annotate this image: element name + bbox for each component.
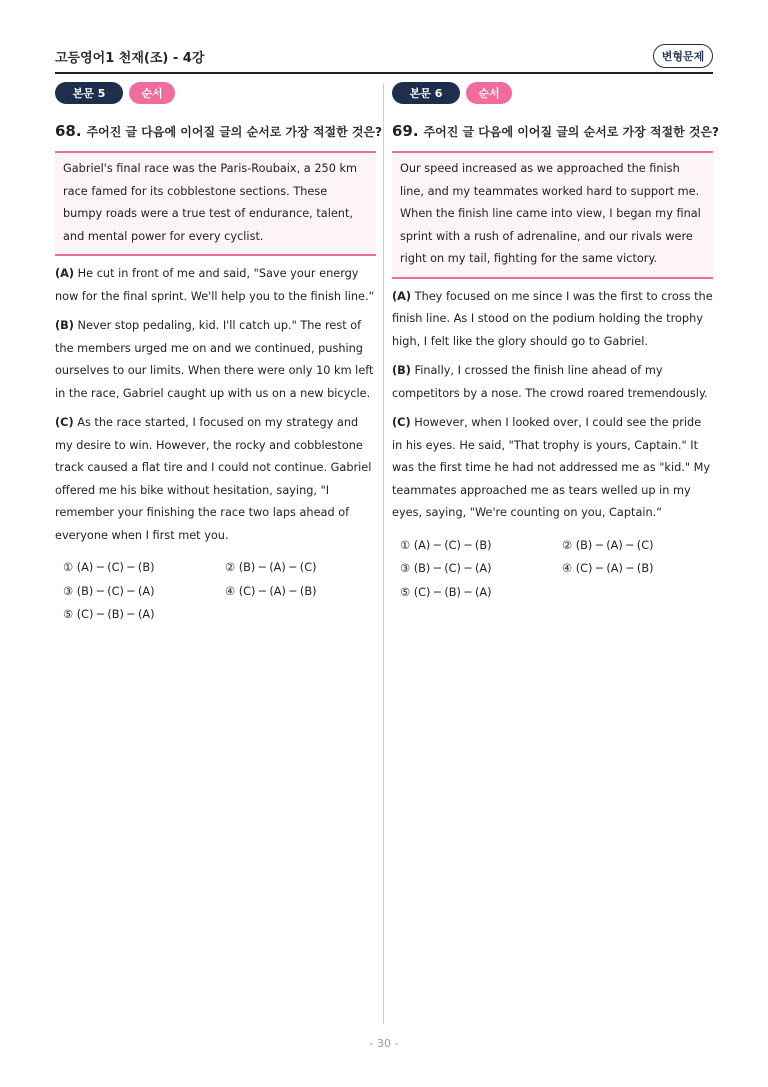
paragraph-text: As the race started, I focused on my strategy and my desire to win. However, the rocky and cobblestone track caused a flat tire and I could not continue. Gabriel offered me his bike without hesitation, saying, "I remember your finishing the race two laps ahead of everyone when I first met you. (55, 416, 372, 542)
option-2[interactable]: ② (B) ─ (A) ─ (C) (225, 561, 317, 574)
paragraph-c (392, 412, 713, 525)
paragraph-c (55, 412, 376, 547)
header-divider (55, 72, 713, 74)
option-5[interactable]: ⑤ (C) ─ (B) ─ (A) (400, 585, 492, 599)
paragraph-text: Finally, I crossed the finish line ahead of my competitors by a nose. The crowd roared tremendously. (392, 364, 708, 400)
section-tag: 본문 5 (55, 82, 123, 104)
option-1[interactable]: ① (A) ─ (C) ─ (B) (400, 538, 492, 552)
section-tag: 본문 6 (392, 82, 460, 104)
question-prompt: 주어진 글 다음에 이어질 글의 순서로 가장 적절한 것은? (423, 125, 719, 139)
paragraph-label: (A) (55, 267, 75, 280)
paragraph-label: (C) (55, 416, 74, 429)
question-68 (55, 82, 382, 627)
option-4[interactable]: ④ (C) ─ (A) ─ (B) (225, 584, 317, 598)
question-number: 68. (55, 122, 82, 140)
option-1[interactable]: ① (A) ─ (C) ─ (B) (63, 561, 155, 574)
option-3[interactable]: ③ (B) ─ (C) ─ (A) (63, 584, 155, 598)
paragraph-text: However, when I looked over, I could see the pride in his eyes. He said, "That trophy is yours, Captain." It was the first time he had not addressed me as "kid." My teammates approached me as tears welled up in my eyes, saying, "We're counting on you, Captain.“ (392, 416, 711, 519)
question-69 (392, 82, 719, 604)
question-tags (392, 82, 713, 104)
given-passage: Our speed increased as we approached the finish line, and my teammates worked hard to support me. When the finish line came into view, I began my final sprint with a rush of adrenaline, and our rivals were right on my tail, fighting for the same victory. (392, 151, 713, 279)
question-tags (55, 82, 376, 104)
paragraph-text: He cut in front of me and said, "Save your energy now for the final sprint. We'll help you to the finish line.“ (55, 267, 375, 303)
question-prompt: 주어진 글 다음에 이어질 글의 순서로 가장 적절한 것은? (86, 125, 382, 139)
header-badge: 변형문제 (653, 44, 713, 68)
paragraph-label: (C) (392, 416, 411, 429)
paragraph-label: (B) (392, 364, 411, 377)
type-tag: 순서 (466, 82, 512, 104)
answer-options (392, 535, 713, 605)
given-passage: Gabriel's final race was the Paris-Roubaix, a 250 km race famed for its cobblestone sections. These bumpy roads were a true test of endurance, talent, and mental power for every cyclist. (55, 151, 376, 256)
paragraph-b (392, 360, 713, 405)
paragraph-label: (A) (392, 289, 412, 303)
option-2[interactable]: ② (B) ─ (A) ─ (C) (562, 538, 654, 552)
question-title (55, 122, 382, 141)
option-5[interactable]: ⑤ (C) ─ (B) ─ (A) (63, 608, 155, 621)
paragraph-label: (B) (55, 319, 74, 332)
page-header-title: 고등영어1 천재(조) - 4강 (55, 51, 205, 66)
question-title (392, 122, 719, 141)
answer-options (55, 557, 376, 627)
column-divider (383, 84, 384, 1024)
paragraph-a (55, 263, 376, 308)
question-number: 69. (392, 122, 419, 140)
option-3[interactable]: ③ (B) ─ (C) ─ (A) (400, 562, 492, 575)
paragraph-text: They focused on me since I was the first to cross the finish line. As I stood on the podium holding the trophy high, I felt like the glory should go to Gabriel. (392, 289, 713, 348)
paragraph-b (55, 315, 376, 405)
option-4[interactable]: ④ (C) ─ (A) ─ (B) (562, 562, 654, 575)
paragraph-a (392, 286, 713, 354)
paragraph-text: Never stop pedaling, kid. I'll catch up." The rest of the members urged me on and we continued, pushing ourselves to our limits. When there were only 10 km left in the race, Gabriel caught up with us on a new bicycle. (55, 319, 374, 400)
page-number: - 30 - (369, 1037, 399, 1050)
type-tag: 순서 (129, 82, 175, 104)
